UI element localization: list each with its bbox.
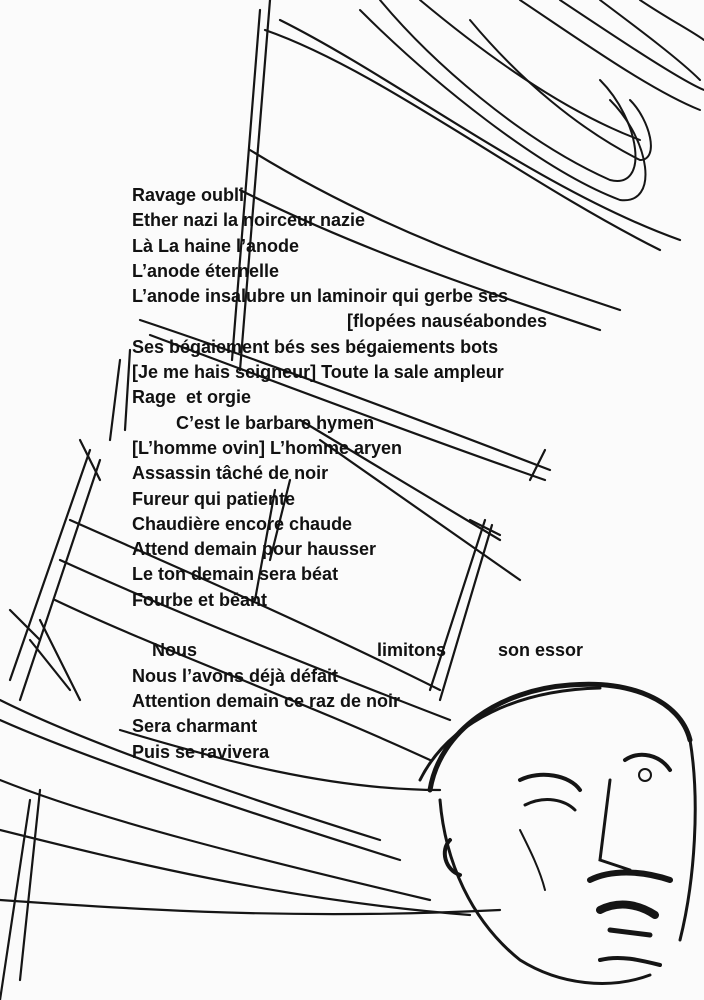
poem-line: Le ton demain sera béat (132, 564, 339, 585)
poem-line: Ravage oubli (132, 185, 245, 205)
poem-line: Ses bégaiement bés ses bégaiements bots (132, 336, 499, 357)
poem-line: Attention demain ce raz de noir (132, 690, 401, 711)
son-essor-words: son essor (498, 640, 584, 661)
poem-line-nous (132, 613, 602, 661)
poem-line: C’est le barbare hymen (176, 412, 375, 433)
poem-line: [Je me hais seigneur] Toute la sale ampleur (132, 362, 504, 383)
poem-line: Fureur qui patiente (132, 488, 296, 509)
poem-line: [flopées nauséabondes (347, 311, 548, 332)
poem-line: L’anode insalubre un laminoir qui gerbe ses (132, 286, 509, 307)
poem-line: Rage et orgie (132, 387, 252, 408)
poem-line: Chaudière encore chaude (132, 513, 353, 534)
limitons-word: limitons (377, 640, 447, 661)
nous-word: Nous (152, 640, 198, 661)
poem-line: L’anode éternelle (132, 260, 280, 281)
poem-line: Ether nazi la noirceur nazie (132, 210, 366, 231)
poem-line: Puis se ravivera (132, 741, 270, 762)
poem-line: Sera charmant (132, 716, 258, 737)
poem-text (132, 183, 602, 765)
poem-line: Attend demain pour hausser (132, 539, 377, 560)
poem-line: Fourbe et béant (132, 589, 268, 610)
poem-line: [L’homme ovin] L’homme aryen (132, 437, 403, 458)
poem-line: Assassin tâché de noir (132, 463, 329, 484)
poem-line: Nous l’avons déjà défait (132, 665, 339, 686)
poem-line: Là La haine l’anode (132, 235, 300, 256)
